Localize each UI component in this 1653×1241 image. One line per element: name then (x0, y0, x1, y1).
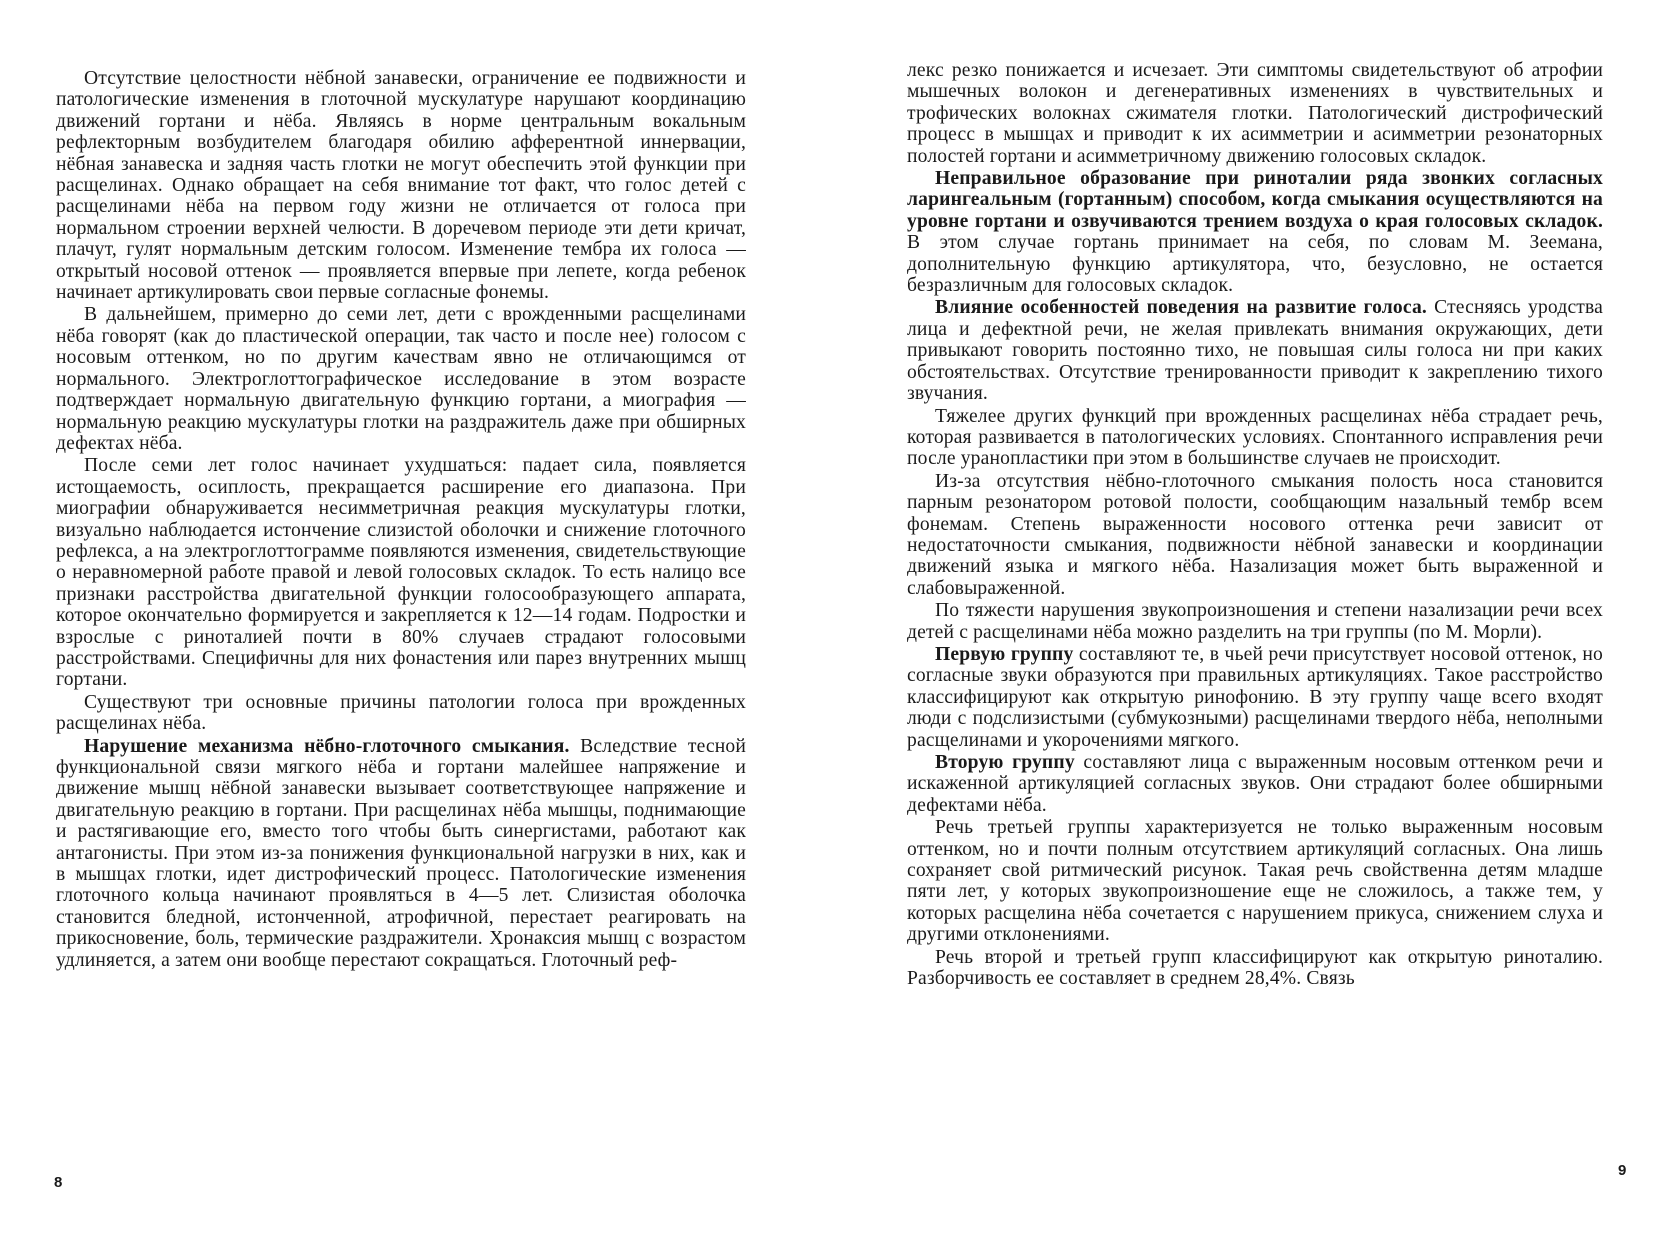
paragraph (907, 817, 1603, 945)
paragraph-text: составляют те, в чьей речи присутствует носовой оттенок, но согласные звуки образуются при правильных артикуляциях. Такое расстройство классифицируют как открытую ринофонию. В эту группу чаще всего входят люди с подслизистыми (субмукозными) расщелинами твердого нёба, неполными расщелинами и укорочениями мягкого. (907, 643, 1603, 751)
paragraph (907, 60, 1603, 167)
paragraph-text: Речь второй и третьей групп классифицируют как открытую риноталию. Разборчивость ее составляет в среднем 28,4%. Связь (907, 946, 1603, 990)
paragraph (907, 168, 1603, 296)
paragraph-text: Стесняясь уродства лица и дефектной речи, не желая привлекать внимания окружающих, дети привыкают говорить постоянно тихо, не повышая силы голоса ни при каких обстоятельствах. Отсутствие тренированности приводит к закреплению тихого звучания. (907, 297, 1603, 405)
paragraph (56, 692, 746, 735)
paragraph (907, 600, 1603, 643)
paragraph (907, 406, 1603, 470)
paragraph (56, 736, 746, 971)
right-text-column (907, 60, 1603, 989)
left-text-column (56, 68, 746, 971)
paragraph-lead: Вторую группу (935, 752, 1075, 773)
paragraph-text: В этом случае гортань принимает на себя, по словам М. Зеемана, дополнительную функцию артикулятора, что, безусловно, не остается безразличным для голосовых складок. (907, 232, 1603, 297)
page-number: 9 (1618, 1162, 1627, 1179)
paragraph (56, 68, 746, 303)
paragraph (907, 947, 1603, 990)
paragraph-lead: Первую группу (935, 643, 1074, 665)
paragraph-text: Из-за отсутствия нёбно-глоточного смыкания полость носа становится парным резонатором ротовой полости, сообщающим назальный тембр всем фонемам. Степень выраженности носового оттенка речи зависит от недостаточности смыкания, подвижности нёбной занавески и координации движений языка и мягкого нёба. Назализация может быть выраженной и слабовыраженной. (907, 470, 1603, 599)
paragraph-lead: Неправильное образование при риноталии ряда звонких согласных ларингеальным (гортанным) способом, когда смыкания осуществляются на уровне гортани и озвучиваются трением воздуха о края голосовых складок. (907, 168, 1603, 232)
paragraph (907, 644, 1603, 751)
paragraph (907, 752, 1603, 816)
paragraph (907, 471, 1603, 599)
paragraph-text: Речь третьей группы характеризуется не только выраженным носовым оттенком, но и почти полным отсутствием артикуляций согласных. Она лишь сохраняет свой ритмический рисунок. Такая речь свойственна детям младше пяти лет, у которых звукопроизношение еще не сложилось, а также тем, у которых расщелина нёба сочетается с нарушением прикуса, снижением слуха и другими отклонениями. (907, 817, 1603, 946)
paragraph-text: Тяжелее других функций при врожденных расщелинах нёба страдает речь, которая развивается в патологических условиях. Спонтанного исправления речи после уранопластики при этом в большинстве случаев не происходит. (907, 405, 1603, 470)
paragraph-text: Отсутствие целостности нёбной занавески, ограничение ее подвижности и патологические изменения в глоточной мускулатуре нарушают координацию движений гортани и нёба. Являясь в норме центральным вокальным рефлекторным возбудителем благодаря обилию афферентной иннервации, нёбная занавеска и задняя часть глотки не могут обеспечить этой функции при расщелинах. Однако обращает на себя внимание тот факт, что голос детей с расщелинами нёба на первом году жизни не отличается от голоса при нормальном строении верхней челюсти. В доречевом периоде эти дети кричат, плачут, гулят нормальным детским голосом. Изменение тембра их голоса — открытый носовой оттенок — проявляется впервые при лепете, когда ребенок начинает артикулировать свои первые согласные фонемы. (56, 68, 746, 304)
right-page (825, 0, 1653, 1241)
paragraph-text: В дальнейшем, примерно до семи лет, дети с врожденными расщелинами нёба говорят (как до пластической операции, так часто и после нее) голосом с носовым оттенком, но по другим качествам явно не отличающимся от нормального. Электроглоттографическое исследование в этом возрасте подтверждает нормальную двигательную функцию гортани, а миография — нормальную реакцию мускулатуры глотки на раздражитель даже при обширных дефектах нёба. (56, 304, 746, 454)
left-page (0, 0, 800, 1241)
paragraph-text: После семи лет голос начинает ухудшаться: падает сила, появляется истощаемость, осиплость, прекращается расширение его диапазона. При миографии обнаруживается несимметричная реакция мускулатуры глотки, визуально наблюдается истончение слизистой оболочки и снижение глоточного рефлекса, а на электроглоттограмме появляются изменения, свидетельствующие о неравномерной работе правой и левой голосовых складок. То есть налицо все признаки расстройства двигательной функции голосообразующего аппарата, которое окончательно формируется и закрепляется к 12—14 годам. Подростки и взрослые с риноталией почти в 80% случаев страдают голосовыми расстройствами. Специфичны для них фонастения или парез внутренних мышц гортани. (56, 455, 746, 691)
paragraph (56, 455, 746, 690)
paragraph-text: лекс резко понижается и исчезает. Эти симптомы свидетельствуют об атрофии мышечных волокон и дегенеративных изменениях в чувствительных и трофических волокнах сжимателя глотки. Патологический дистрофический процесс в мышцах и приводит к их асимметрии и асимметрии резонаторных полостей гортани и асимметричному движению голосовых складок. (907, 60, 1603, 167)
paragraph (56, 304, 746, 454)
paragraph-text: составляют лица с выраженным носовым оттенком речи и искаженной артикуляцией согласных звуков. Они страдают более обширными дефектами нёба. (907, 752, 1603, 816)
paragraph (907, 297, 1603, 404)
paragraph-text: Вследствие тесной функциональной связи мягкого нёба и гортани малейшее напряжение и движение мышц нёбной занавески вызывает соответствующее напряжение и двигательную реакцию в гортани. При расщелинах нёба мышцы, поднимающие и растягивающие его, вместо того чтобы быть синергистами, работают как антагонисты. При этом из-за понижения функциональной нагрузки в них, как и в мышцах глотки, идет дистрофический процесс. Патологические изменения глоточного кольца начинают проявляться в 4—5 лет. Слизистая оболочка становится бледной, истонченной, атрофичной, перестает реагировать на прикосновение, боль, термические раздражители. Хронаксия мышц с возрастом удлиняется, а затем они вообще перестают сокращаться. Глоточный реф- (56, 735, 746, 971)
page-number: 8 (54, 1174, 63, 1191)
paragraph-lead: Нарушение механизма нёбно-глоточного смыкания. (84, 735, 570, 757)
paragraph-text: По тяжести нарушения звукопроизношения и степени назализации речи всех детей с расщелинами нёба можно разделить на три группы (по М. Морли). (907, 600, 1603, 643)
paragraph-lead: Влияние особенностей поведения на развитие голоса. (935, 297, 1427, 319)
paragraph-text: Существуют три основные причины патологии голоса при врожденных расщелинах нёба. (56, 691, 746, 735)
